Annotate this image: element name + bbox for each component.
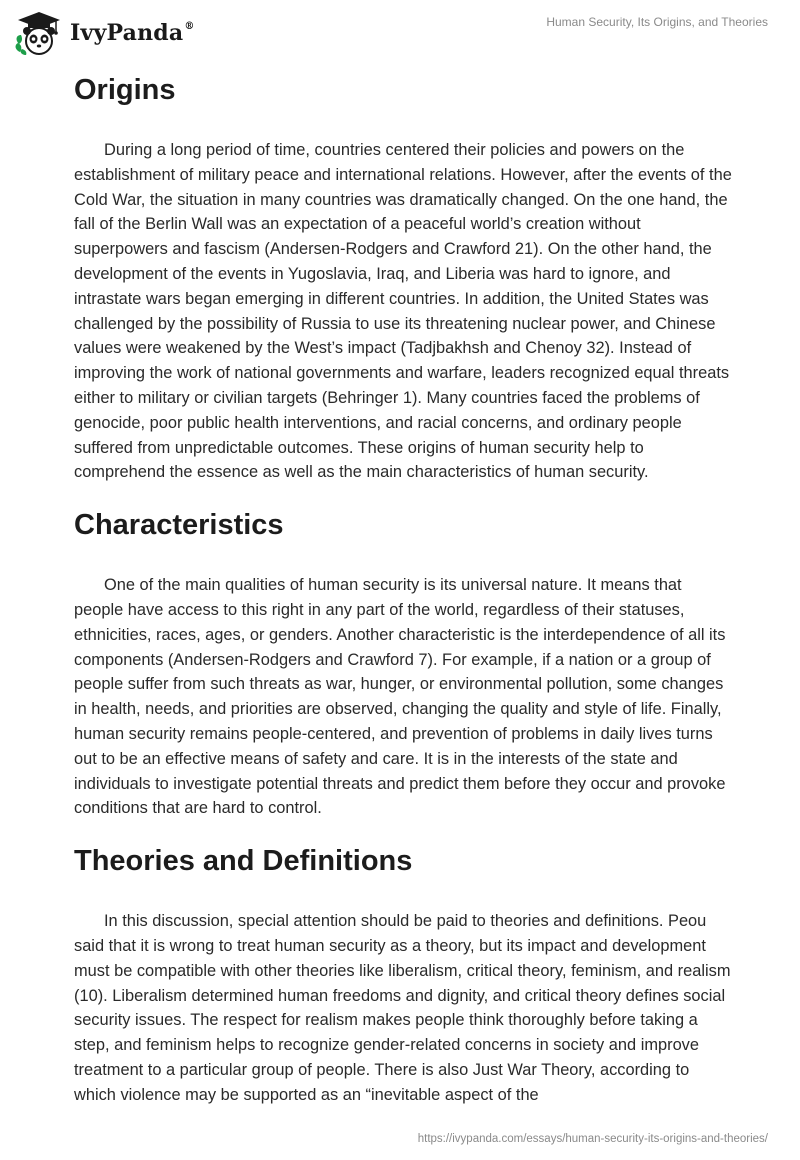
source-url[interactable]: https://ivypanda.com/essays/human-security-its-origins-and-theories/: [417, 1133, 768, 1145]
essay-content: [74, 68, 734, 1126]
brand-name: IvyPanda®: [70, 20, 195, 46]
section-characteristics: [74, 503, 734, 821]
document-title: Human Security, Its Origins, and Theories: [546, 15, 768, 29]
section-paragraph: In this discussion, special attention should be paid to theories and definitions. Peou said that it is wrong to treat human security as a theory, but its impact and development must be compatible with other theories like liberalism, critical theory, feminism, and realism (10). Liberalism determined human freedoms and dignity, and critical theory defines social security issues. The respect for realism makes people think thoroughly before taking a step, and feminism helps to recognize gender-related concerns in society and improve treatment to a particular group of people. There is also Just War Theory, according to which violence may be supported as an “inevitable aspect of the: [74, 912, 731, 1104]
section-theories-and-definitions: [74, 839, 734, 1107]
section-origins: [74, 68, 734, 485]
panda-graduate-icon: [14, 10, 64, 56]
section-heading: Origins: [74, 74, 176, 106]
section-heading: Characteristics: [74, 509, 284, 542]
section-paragraph: One of the main qualities of human security is its universal nature. It means that people have access to this right in any part of the world, regardless of their statuses, ethnicities, races, ages, or genders. Another characteristic is the interdependence of all its components (Andersen-Rodgers and Crawford 7). For example, if a nation or a group of people suffer from such threats as war, hunger, or environmental pollution, some changes in health, needs, and priorities are observed, changing the quality and style of life. Finally, human security remains people-centered, and prevention of problems in daily lives turns out to be an effective means of safety and care. It is in the interests of the state and individuals to investigate potential threats and predict them before they occur and provoke conditions that are hard to control.: [74, 576, 726, 818]
section-paragraph: During a long period of time, countries centered their policies and powers on the establishment of military peace and international relations. However, after the events of the Cold War, the situation in many countries was dramatically changed. On the one hand, the fall of the Berlin Wall was an expectation of a peaceful world’s creation without superpowers and fascism (Andersen-Rodgers and Crawford 21). On the other hand, the development of the events in Yugoslavia, Iraq, and Liberia was hard to ignore, and intrastate wars began emerging in different countries. In addition, the United States was challenged by the possibility of Russia to use its threatening nuclear power, and Chinese values were weakened by the West’s impact (Tadjbakhsh and Chenoy 32). Instead of improving the work of national governments and warfare, leaders recognized equal threats either to military or civilian targets (Behringer 1). Many countries faced the problems of genocide, poor public health interventions, and racial concerns, and ordinary people suffered from unpredictable outcomes. These origins of human security help to comprehend the essence as well as the main characteristics of human security.: [74, 141, 732, 482]
page-header: [0, 0, 800, 64]
section-heading: Theories and Definitions: [74, 845, 413, 878]
ivypanda-logo[interactable]: [14, 10, 195, 56]
